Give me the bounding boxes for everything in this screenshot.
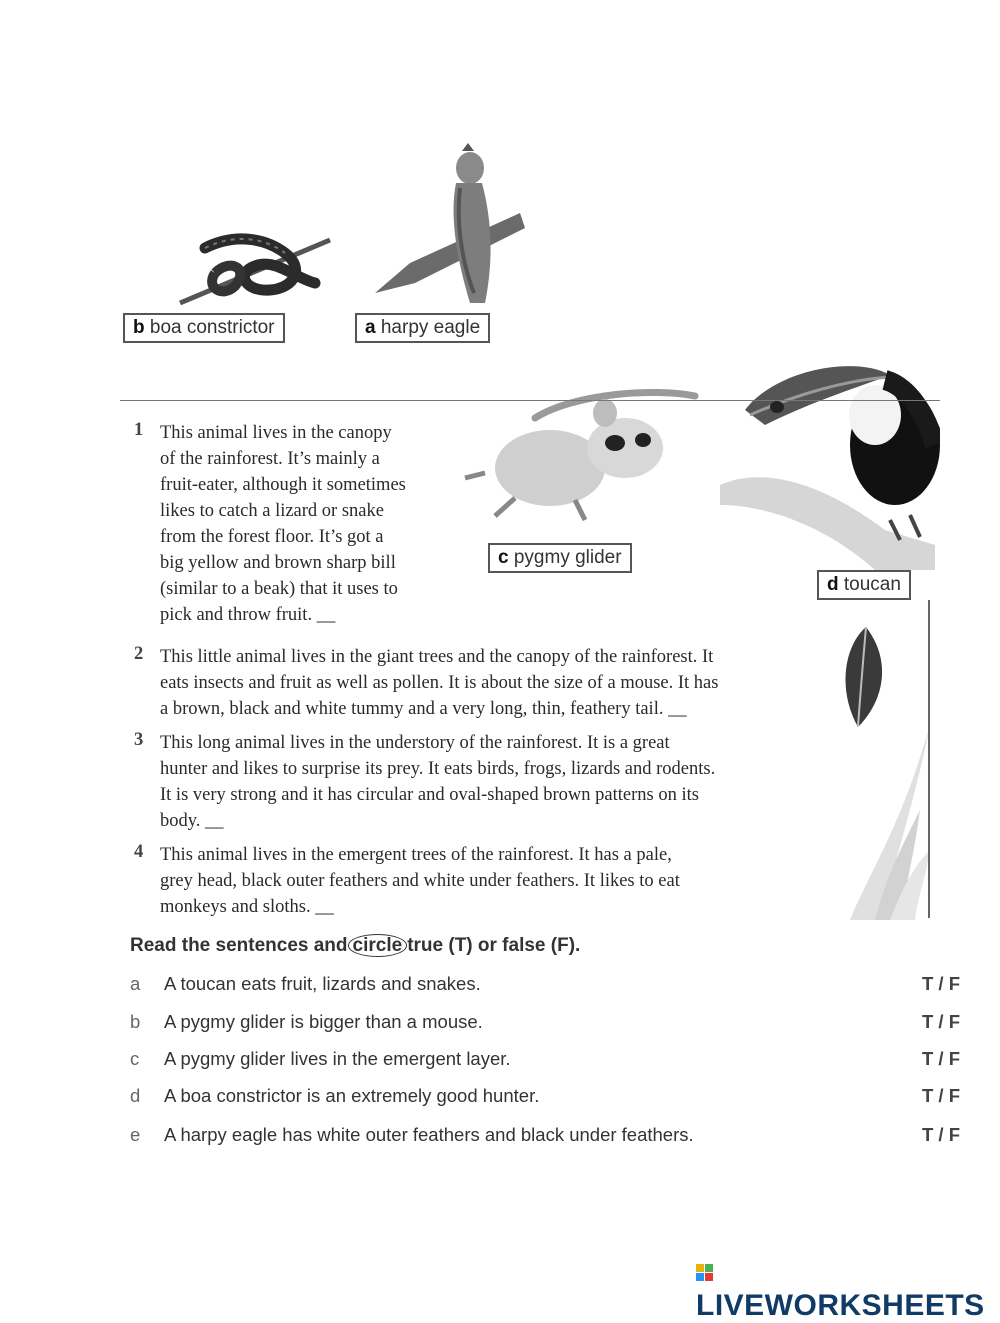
paragraph-number: 1 [134,420,144,440]
logo-text: LIVEWORKSHEETS [696,1289,985,1322]
text-line: grey head, black outer feathers and white under feathers. It likes to eat [160,871,680,891]
statement-row [130,1124,960,1152]
label-letter: c [498,547,509,568]
label-letter: d [827,574,839,595]
paragraph-number: 2 [134,644,144,664]
statement-letter: c [130,1048,140,1069]
instruction-heading [130,935,580,957]
true-false-choice[interactable]: T / F [921,1124,960,1145]
label-toucan [817,570,911,600]
text-line: fruit-eater, although it sometimes [160,475,406,495]
statement-row [130,1085,960,1113]
text-line: of the rainforest. It’s mainly a [160,449,380,469]
harpy-eagle-photo [370,143,530,308]
statement-text: A pygmy glider lives in the emergent layer. [164,1048,511,1069]
text-line: body. __ [160,811,224,831]
true-false-choice[interactable]: T / F [921,1048,960,1069]
text-line: This little animal lives in the giant trees and the canopy of the rainforest. It [160,647,714,667]
label-text: toucan [843,574,901,595]
boa-constrictor-photo [175,228,335,308]
text-line: a brown, black and white tummy and a very long, thin, feathery tail. __ [160,699,687,719]
text-line: from the forest floor. It’s got a [160,527,384,547]
text-line: likes to catch a lizard or snake [160,501,384,521]
statement-letter: b [130,1011,141,1032]
statement-text: A harpy eagle has white outer feathers and black under feathers. [164,1124,694,1145]
statement-text: A pygmy glider is bigger than a mouse. [164,1011,483,1032]
divider-line [120,400,940,401]
statement-letter: a [130,973,141,994]
label-pygmy-glider [488,543,632,573]
true-false-choice[interactable]: T / F [921,1085,960,1106]
leaf-icon [838,622,893,732]
label-text: boa constrictor [149,317,275,338]
text-line: monkeys and sloths. __ [160,897,334,917]
paragraph-number: 3 [134,730,144,750]
statement-letter: d [130,1085,141,1106]
text-line: big yellow and brown sharp bill [160,553,396,573]
text-line: This long animal lives in the understory of the rainforest. It is a great [160,733,670,753]
statement-row [130,973,960,1001]
true-false-choice[interactable]: T / F [921,973,960,994]
right-border-line [928,600,930,918]
paragraph-4 [160,842,840,920]
grass-decoration [845,720,935,920]
text-line: pick and throw fruit. __ [160,605,336,625]
statement-text: A boa constrictor is an extremely good hunter. [164,1085,540,1106]
liveworksheets-logo [696,1255,1000,1323]
pygmy-glider-photo [455,388,705,523]
label-harpy-eagle [355,313,490,343]
label-text: pygmy glider [513,547,622,568]
paragraph-1 [160,420,470,628]
logo-tiles-icon [696,1264,716,1282]
label-letter: a [365,317,376,338]
text-line: hunter and likes to surprise its prey. It eats birds, frogs, lizards and rodents. [160,759,716,779]
text-line: This animal lives in the canopy [160,423,392,443]
paragraph-3 [160,730,840,834]
statement-letter: e [130,1124,141,1145]
text-line: This animal lives in the emergent trees of the rainforest. It has a pale, [160,845,672,865]
paragraph-number: 4 [134,842,144,862]
circled-word: circle [348,934,408,957]
statement-row [130,1048,960,1076]
true-false-choice[interactable]: T / F [921,1011,960,1032]
label-text: harpy eagle [380,317,481,338]
toucan-photo [705,355,940,570]
instruction-text: true (T) or false (F). [407,935,581,956]
text-line: It is very strong and it has circular and oval-shaped brown patterns on its [160,785,699,805]
paragraph-2 [160,644,840,722]
statement-text: A toucan eats fruit, lizards and snakes. [164,973,481,994]
label-letter: b [133,317,145,338]
statement-row [130,1011,960,1039]
label-boa-constrictor [123,313,285,343]
text-line: (similar to a beak) that it uses to [160,579,398,599]
instruction-text: Read the sentences and [130,935,348,956]
text-line: eats insects and fruit as well as pollen. It is about the size of a mouse. It has [160,673,719,693]
